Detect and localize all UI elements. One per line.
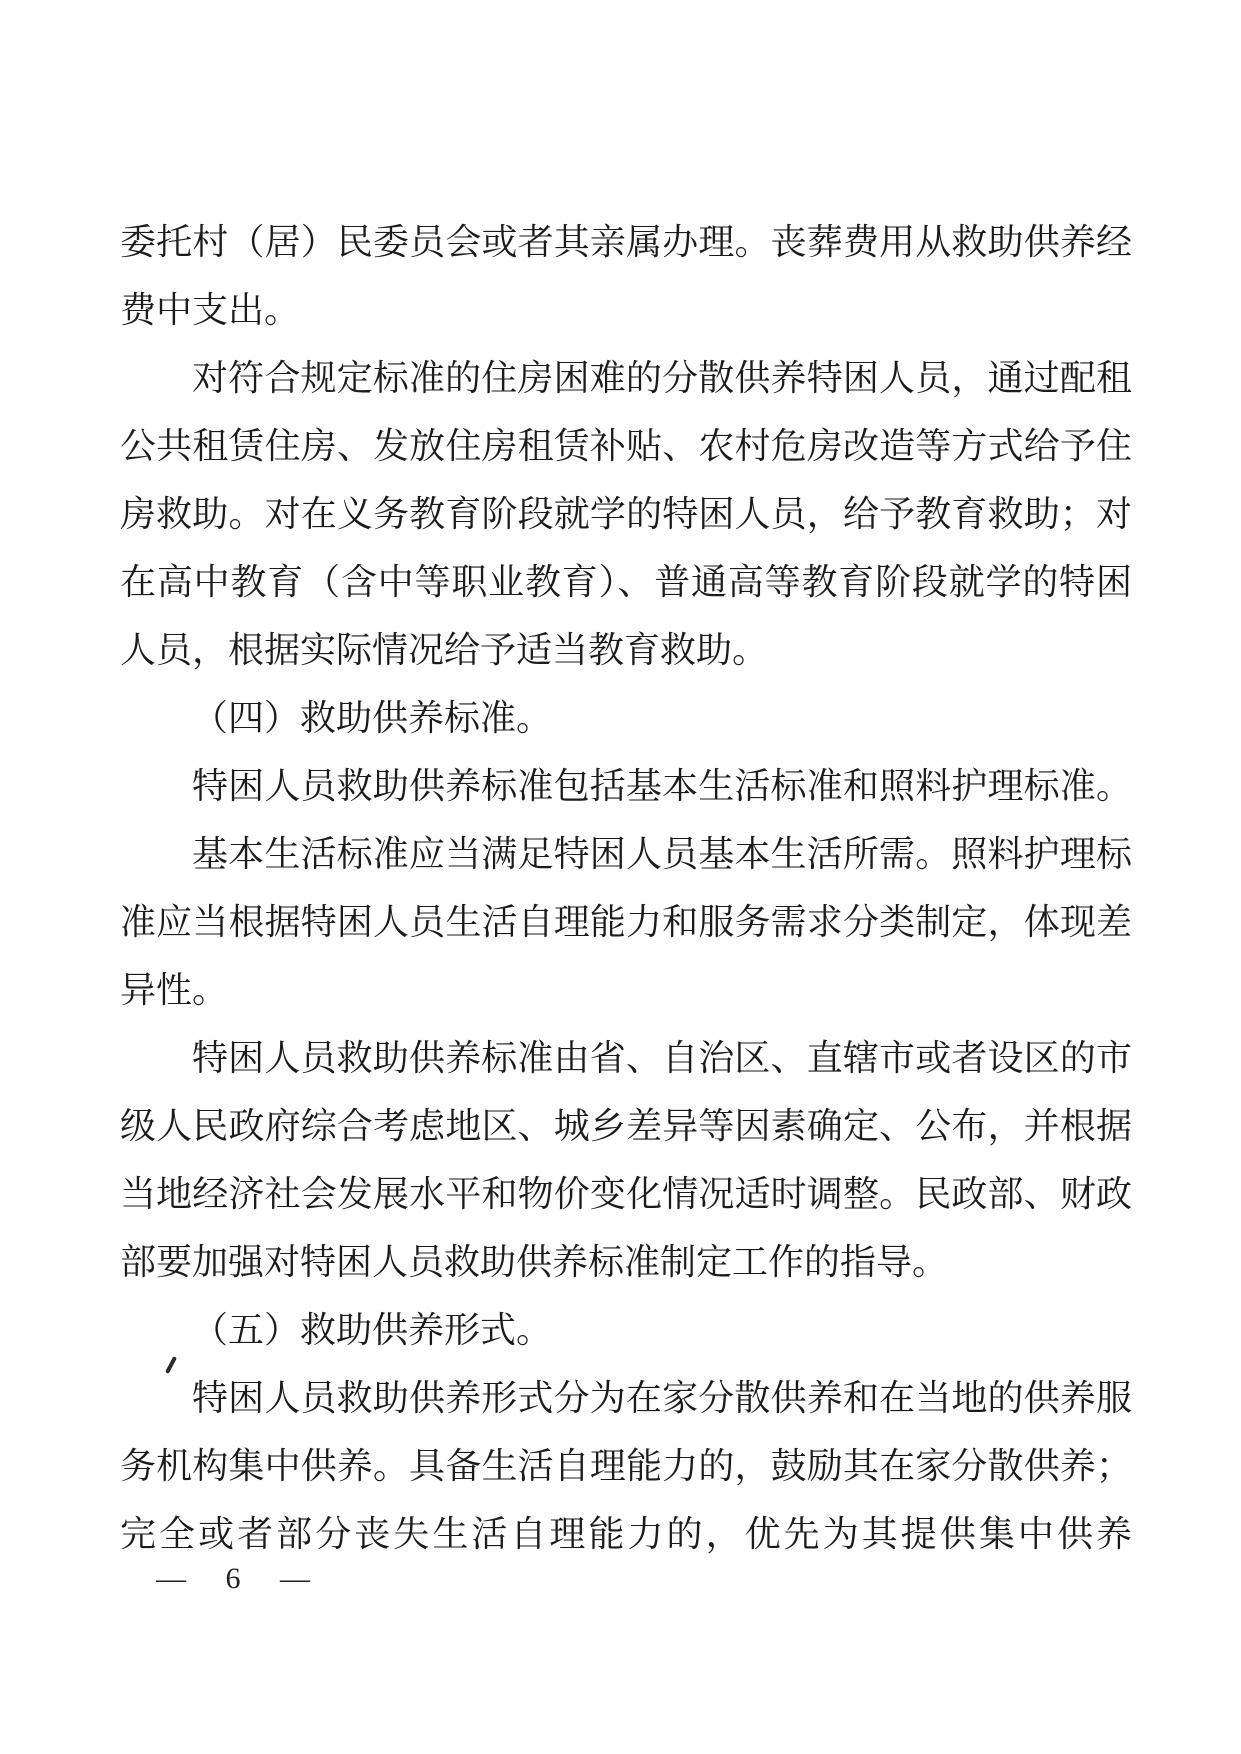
text-line: 异性。 [120, 970, 229, 1010]
text-line: （五）救助供养形式。 [192, 1310, 553, 1350]
text-line: 对符合规定标准的住房困难的分散供养特困人员，通过配租 [192, 358, 1132, 398]
document-body [120, 208, 1132, 1568]
text-line: 费中支出。 [120, 290, 301, 330]
text-line: 基本生活标准应当满足特困人员基本生活所需。照料护理标 [192, 834, 1132, 874]
text-line: 公共租赁住房、发放住房租赁补贴、农村危房改造等方式给予住 [120, 426, 1132, 466]
text-line: 在高中教育（含中等职业教育）、普通高等教育阶段就学的特困 [120, 562, 1132, 602]
text-line: （四）救助供养标准。 [192, 698, 553, 738]
text-line: 级人民政府综合考虑地区、城乡差异等因素确定、公布，并根据 [120, 1106, 1132, 1146]
text-line: 房救助。对在义务教育阶段就学的特困人员，给予教育救助；对 [120, 494, 1132, 534]
text-line: 特困人员救助供养形式分为在家分散供养和在当地的供养服 [192, 1378, 1132, 1418]
text-line: 委托村（居）民委员会或者其亲属办理。丧葬费用从救助供养经 [120, 222, 1132, 262]
text-line: 准应当根据特困人员生活自理能力和服务需求分类制定，体现差 [120, 902, 1132, 942]
text-line: 当地经济社会发展水平和物价变化情况适时调整。民政部、财政 [120, 1174, 1132, 1214]
text-line: 部要加强对特困人员救助供养标准制定工作的指导。 [120, 1242, 949, 1282]
text-line: 特困人员救助供养标准由省、自治区、直辖市或者设区的市 [192, 1038, 1132, 1078]
page-number: — 6 — [156, 1562, 319, 1595]
text-line: 特困人员救助供养标准包括基本生活标准和照料护理标准。 [192, 766, 1132, 806]
text-line: 人员，根据实际情况给予适当教育救助。 [120, 630, 769, 670]
text-line: 务机构集中供养。具备生活自理能力的，鼓励其在家分散供养； [120, 1446, 1132, 1486]
text-line: 完全或者部分丧失生活自理能力的，优先为其提供集中供养 [120, 1514, 1132, 1554]
